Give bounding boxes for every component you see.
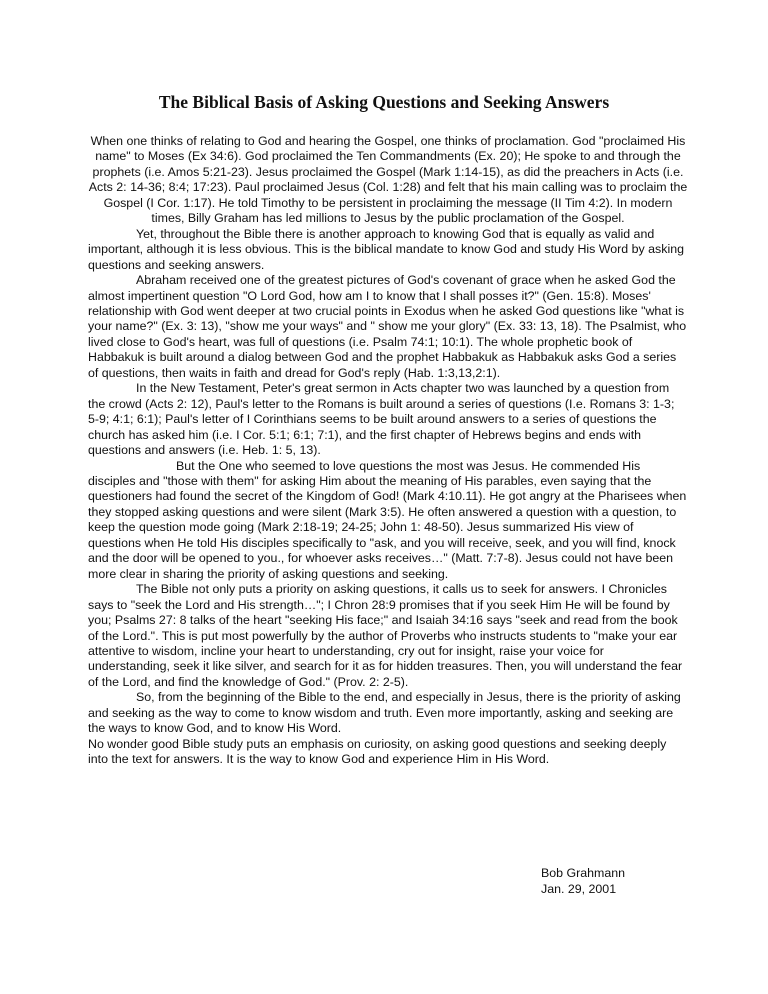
signature-block: [541, 866, 625, 897]
author-name: Bob Grahmann: [541, 866, 626, 880]
paragraph-conclusion: No wonder good Bible study puts an emphasis on curiosity, on asking good questions and seeking deeply into the text for answers. It is the way to know God and experience Him in His Word.: [88, 736, 667, 767]
paragraph-seeking-answers: The Bible not only puts a priority on asking questions, it calls us to seek for answers. I Chronicles says to "seek the Lord and His strength…"; I Chron 28:9 promises that if you seek Him He will be found by you; Psalms 27: 8 talks of the heart "seeking His face;" and Isaiah 34:16 says "seek and read from the book of the Lord.". This is put most powerfully by the author of Proverbs who instructs students to "make your ear attentive to wisdom, incline your heart to understanding, cry out for insight, raise your voice for understanding, seek it like silver, and search for it as for hidden treasures. Then, you will understand the fear of the Lord, and find the knowledge of God." (Prov. 2: 2-5).: [88, 582, 683, 689]
paragraph-another-approach: Yet, throughout the Bible there is another approach to knowing God that is equally as valid and important, although it is less obvious. This is the biblical mandate to know God and study His Word by asking questions and seeking answers.: [88, 226, 684, 272]
paragraph-proclamation: When one thinks of relating to God and hearing the Gospel, one thinks of proclamation. God "proclaimed His name" to Moses (Ex 34:6). God proclaimed the Ten Commandments (Ex. 20); He spoke to and through the prophets (i.e. Amos 5:21-23). Jesus proclaimed the Gospel (Mark 1:14-15), as did the preachers in Acts (i.e. Acts 2: 14-36; 8:4; 17:23). Paul proclaimed Jesus (Col. 1:28) and felt that his main calling was to proclaim the Gospel (I Cor. 1:17). He told Timothy to be persistent in proclaiming the message (II Tim 4:2). In modern times, Billy Graham has led millions to Jesus by the public proclamation of the Gospel.: [88, 134, 688, 226]
paragraph-old-testament-questions: Abraham received one of the greatest pictures of God's covenant of grace when he asked God the almost impertinent question "O Lord God, how am I to know that I shall posses it?" (Gen. 15:8). Moses' relationship with God went deeper at two crucial points in Exodus when he asked God questions like "what is your name?" (Ex. 3: 13), "show me your ways" and " show me your glory" (Ex. 33: 13, 18). The Psalmist, who lived close to God's heart, was full of questions (i.e. Psalm 74:1; 10:1). The whole prophetic book of Habbakuk is built around a dialog between God and the prophet Habbakuk as Habbakuk asks God a series of questions, then waits in faith and dread for God's reply (Hab. 1:3,13,2:1).: [88, 273, 687, 380]
paragraph-summary: So, from the beginning of the Bible to the end, and especially in Jesus, there is the priority of asking and seeking as the way to come to know wisdom and truth. Even more importantly, asking and seeking are the ways to know God, and to know His Word.: [88, 690, 681, 736]
document-date: Jan. 29, 2001: [541, 881, 617, 896]
document-body: [88, 134, 688, 768]
document-title: The Biblical Basis of Asking Questions and Seeking Answers: [158, 92, 610, 112]
paragraph-new-testament-questions: In the New Testament, Peter's great sermon in Acts chapter two was launched by a question from the crowd (Acts 2: 12), Paul's letter to the Romans is built around a series of questions (I.e. Romans 3: 1-3; 5-9; 4:1; 6:1); Paul's letter of I Corinthians seems to be built around answers to a series of questions the church has asked him (i.e. I Cor. 5:1; 6:1; 7:1), and the first chapter of Hebrews begins and ends with questions and answers (i.e. Heb. 1: 5, 13).: [88, 381, 675, 458]
paragraph-jesus-questions: But the One who seemed to love questions the most was Jesus. He commended His disciples and "those with them" for asking Him about the meaning of His parables, even saying that the questioners had found the secret of the Kingdom of God! (Mark 4:10.11). He got angry at the Pharisees when they stopped asking questions and were silent (Mark 3:5). He often answered a question with a question, to keep the question mode going (Mark 2:18-19; 24-25; John 1: 48-50). Jesus summarized His view of questions when He told His disciples specifically to "ask, and you will receive, seek, and you will find, knock and the door will be opened to you., for whoever asks receives…" (Matt. 7:7-8). Jesus could not have been more clear in sharing the priority of asking questions and seeking.: [88, 458, 687, 581]
